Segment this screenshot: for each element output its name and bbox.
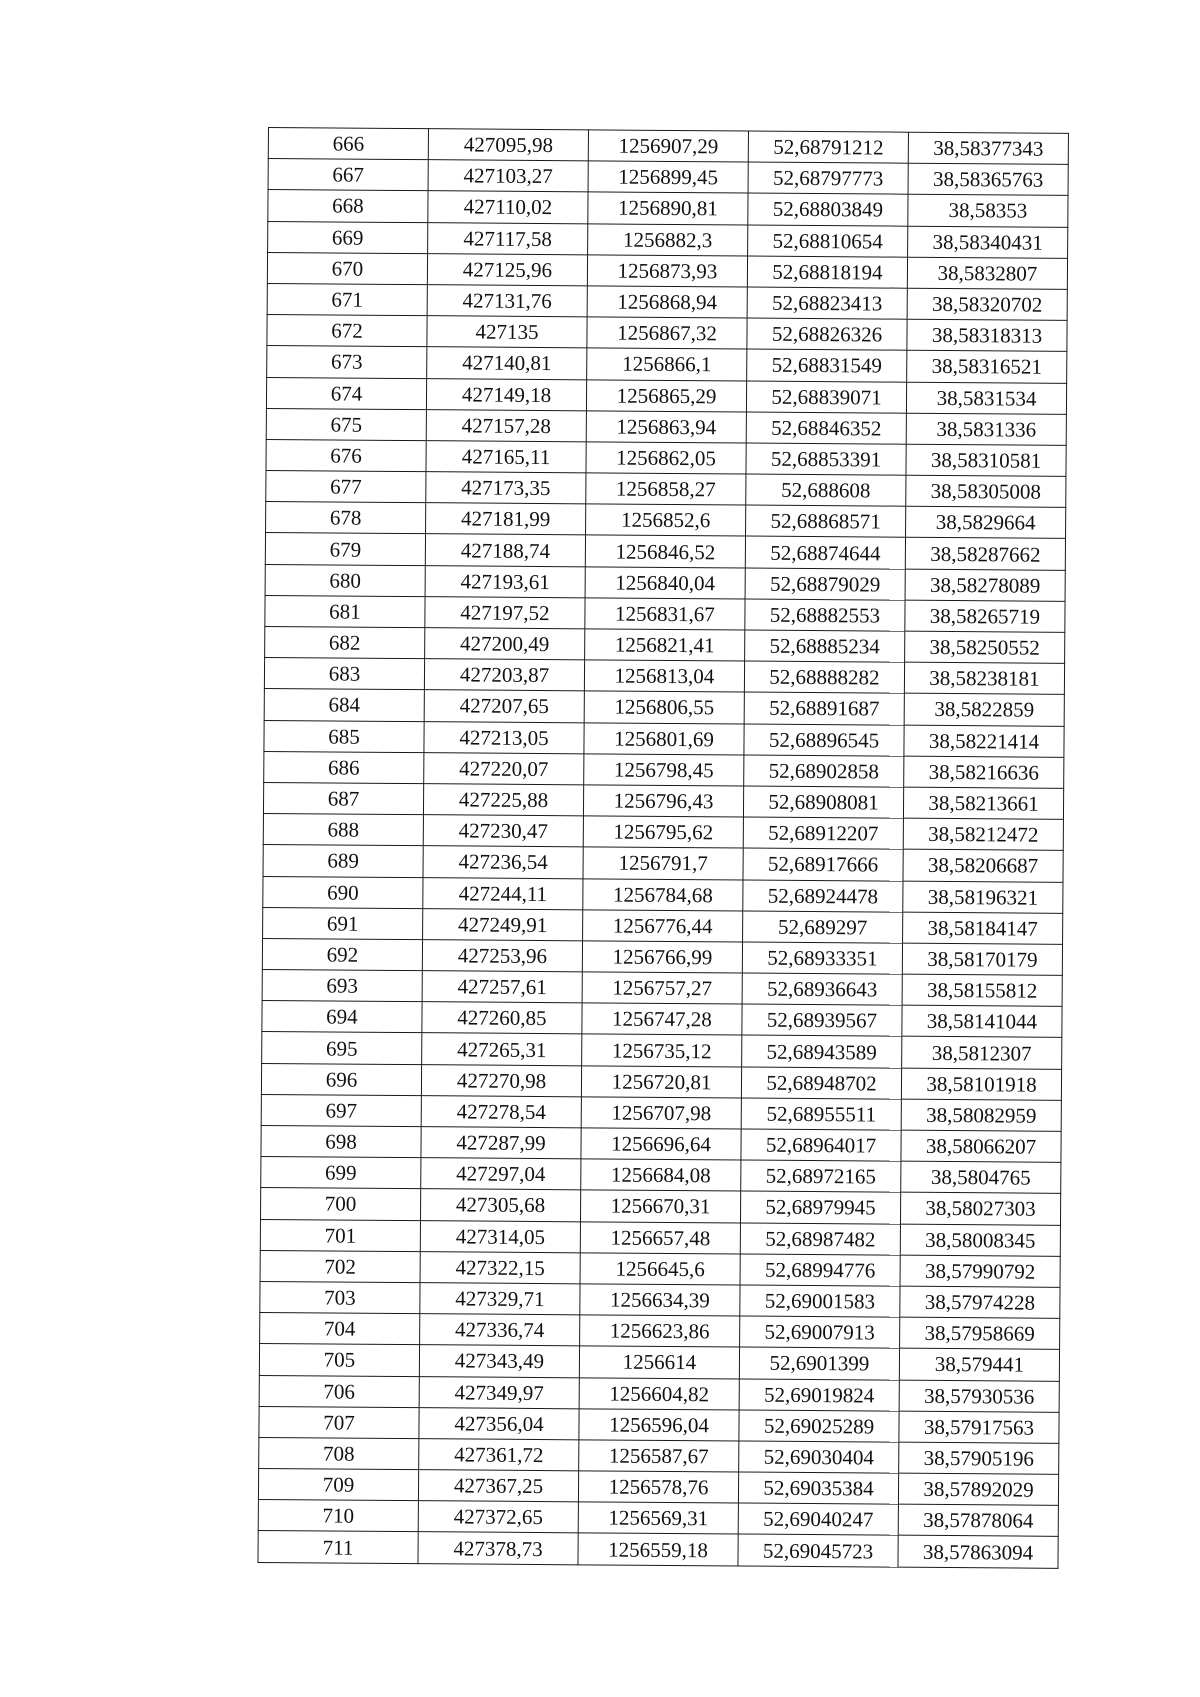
longitude-cell: 38,57990792: [900, 1255, 1060, 1287]
y-coordinate-cell: 1256776,44: [583, 910, 743, 942]
point-number-cell: 666: [268, 128, 428, 160]
x-coordinate-cell: 427278,54: [421, 1095, 581, 1127]
x-coordinate-cell: 427197,52: [425, 596, 585, 628]
longitude-cell: 38,57878064: [898, 1504, 1058, 1536]
latitude-cell: 52,68826326: [747, 318, 907, 350]
x-coordinate-cell: 427265,31: [422, 1033, 582, 1065]
x-coordinate-cell: 427203,87: [424, 659, 584, 691]
latitude-cell: 52,68933351: [742, 942, 902, 974]
x-coordinate-cell: 427149,18: [426, 378, 586, 410]
y-coordinate-cell: 1256890,81: [588, 192, 748, 224]
latitude-cell: 52,68917666: [743, 848, 903, 880]
point-number-cell: 681: [265, 595, 425, 627]
longitude-cell: 38,58250552: [905, 631, 1065, 663]
longitude-cell: 38,58082959: [901, 1099, 1061, 1131]
x-coordinate-cell: 427260,85: [422, 1002, 582, 1034]
y-coordinate-cell: 1256614: [579, 1346, 739, 1378]
point-number-cell: 695: [262, 1032, 422, 1064]
point-number-cell: 675: [266, 408, 426, 440]
longitude-cell: 38,58305008: [906, 475, 1066, 507]
point-number-cell: 704: [260, 1313, 420, 1345]
y-coordinate-cell: 1256784,68: [583, 878, 743, 910]
point-number-cell: 708: [259, 1437, 419, 1469]
latitude-cell: 52,68948702: [741, 1067, 901, 1099]
y-coordinate-cell: 1256596,04: [579, 1409, 739, 1441]
longitude-cell: 38,58316521: [907, 351, 1067, 383]
longitude-cell: 38,58027303: [900, 1193, 1060, 1225]
y-coordinate-cell: 1256569,31: [578, 1502, 738, 1534]
longitude-cell: 38,57917563: [899, 1411, 1059, 1443]
y-coordinate-cell: 1256865,29: [586, 379, 746, 411]
point-number-cell: 687: [263, 782, 423, 814]
latitude-cell: 52,68791212: [748, 131, 908, 163]
y-coordinate-cell: 1256634,39: [580, 1284, 740, 1316]
longitude-cell: 38,58141044: [902, 1005, 1062, 1037]
y-coordinate-cell: 1256735,12: [582, 1034, 742, 1066]
latitude-cell: 52,69030404: [739, 1441, 899, 1473]
x-coordinate-cell: 427220,07: [424, 752, 584, 784]
longitude-cell: 38,58320702: [907, 288, 1067, 320]
longitude-cell: 38,58008345: [900, 1224, 1060, 1256]
point-number-cell: 696: [261, 1063, 421, 1095]
longitude-cell: 38,58184147: [903, 912, 1063, 944]
latitude-cell: 52,69025289: [739, 1410, 899, 1442]
x-coordinate-cell: 427322,15: [420, 1251, 580, 1283]
x-coordinate-cell: 427165,11: [426, 441, 586, 473]
point-number-cell: 701: [260, 1219, 420, 1251]
y-coordinate-cell: 1256867,32: [587, 317, 747, 349]
latitude-cell: 52,68994776: [740, 1254, 900, 1286]
y-coordinate-cell: 1256868,94: [587, 286, 747, 318]
y-coordinate-cell: 1256846,52: [585, 535, 745, 567]
y-coordinate-cell: 1256766,99: [582, 941, 742, 973]
longitude-cell: 38,58353: [908, 195, 1068, 227]
y-coordinate-cell: 1256813,04: [584, 660, 744, 692]
latitude-cell: 52,68964017: [741, 1129, 901, 1161]
y-coordinate-cell: 1256791,7: [583, 847, 743, 879]
latitude-cell: 52,69040247: [738, 1503, 898, 1535]
longitude-cell: 38,57958669: [900, 1317, 1060, 1349]
y-coordinate-cell: 1256840,04: [585, 566, 745, 598]
latitude-cell: 52,68979945: [740, 1191, 900, 1223]
x-coordinate-cell: 427135: [427, 316, 587, 348]
point-number-cell: 700: [260, 1188, 420, 1220]
x-coordinate-cell: 427200,49: [425, 628, 585, 660]
y-coordinate-cell: 1256645,6: [580, 1253, 740, 1285]
latitude-cell: 52,68987482: [740, 1223, 900, 1255]
latitude-cell: 52,68924478: [743, 880, 903, 912]
latitude-cell: 52,68912207: [743, 817, 903, 849]
longitude-cell: 38,58216636: [904, 756, 1064, 788]
longitude-cell: 38,57930536: [899, 1380, 1059, 1412]
point-number-cell: 698: [261, 1125, 421, 1157]
x-coordinate-cell: 427103,27: [428, 160, 588, 192]
longitude-cell: 38,58066207: [901, 1130, 1061, 1162]
point-number-cell: 683: [264, 658, 424, 690]
latitude-cell: 52,68879029: [745, 568, 905, 600]
point-number-cell: 684: [264, 689, 424, 721]
y-coordinate-cell: 1256707,98: [581, 1097, 741, 1129]
y-coordinate-cell: 1256801,69: [584, 722, 744, 754]
x-coordinate-cell: 427253,96: [422, 940, 582, 972]
x-coordinate-cell: 427117,58: [428, 222, 588, 254]
y-coordinate-cell: 1256907,29: [588, 130, 748, 162]
longitude-cell: 38,58377343: [908, 132, 1068, 164]
y-coordinate-cell: 1256882,3: [588, 223, 748, 255]
coordinates-table-body: [258, 128, 1068, 1568]
y-coordinate-cell: 1256587,67: [579, 1440, 739, 1472]
x-coordinate-cell: 427270,98: [421, 1064, 581, 1096]
longitude-cell: 38,58155812: [902, 974, 1062, 1006]
x-coordinate-cell: 427193,61: [425, 565, 585, 597]
latitude-cell: 52,69007913: [740, 1316, 900, 1348]
point-number-cell: 669: [268, 221, 428, 253]
latitude-cell: 52,69045723: [738, 1534, 898, 1566]
point-number-cell: 697: [261, 1094, 421, 1126]
longitude-cell: 38,58170179: [902, 943, 1062, 975]
latitude-cell: 52,68896545: [744, 724, 904, 756]
y-coordinate-cell: 1256623,86: [580, 1315, 740, 1347]
latitude-cell: 52,68882553: [745, 599, 905, 631]
x-coordinate-cell: 427257,61: [422, 971, 582, 1003]
x-coordinate-cell: 427230,47: [423, 815, 583, 847]
latitude-cell: 52,68810654: [748, 225, 908, 257]
y-coordinate-cell: 1256559,18: [578, 1533, 738, 1565]
point-number-cell: 709: [258, 1469, 418, 1501]
longitude-cell: 38,58206687: [903, 849, 1063, 881]
point-number-cell: 705: [259, 1344, 419, 1376]
y-coordinate-cell: 1256821,41: [585, 629, 745, 661]
x-coordinate-cell: 427343,49: [419, 1345, 579, 1377]
point-number-cell: 706: [259, 1375, 419, 1407]
y-coordinate-cell: 1256747,28: [582, 1003, 742, 1035]
longitude-cell: 38,5831534: [906, 382, 1066, 414]
latitude-cell: 52,68885234: [745, 630, 905, 662]
longitude-cell: 38,57905196: [899, 1442, 1059, 1474]
x-coordinate-cell: 427305,68: [420, 1189, 580, 1221]
latitude-cell: 52,68939567: [742, 1004, 902, 1036]
x-coordinate-cell: 427356,04: [419, 1407, 579, 1439]
x-coordinate-cell: 427329,71: [420, 1283, 580, 1315]
x-coordinate-cell: 427110,02: [428, 191, 588, 223]
x-coordinate-cell: 427207,65: [424, 690, 584, 722]
longitude-cell: 38,58221414: [904, 725, 1064, 757]
x-coordinate-cell: 427140,81: [427, 347, 587, 379]
latitude-cell: 52,68972165: [741, 1160, 901, 1192]
table-row: [258, 1531, 1058, 1568]
point-number-cell: 672: [267, 315, 427, 347]
y-coordinate-cell: 1256852,6: [586, 504, 746, 536]
point-number-cell: 692: [262, 938, 422, 970]
latitude-cell: 52,68831549: [747, 349, 907, 381]
point-number-cell: 690: [263, 876, 423, 908]
longitude-cell: 38,58101918: [901, 1068, 1061, 1100]
longitude-cell: 38,58265719: [905, 600, 1065, 632]
y-coordinate-cell: 1256866,1: [587, 348, 747, 380]
x-coordinate-cell: 427125,96: [427, 253, 587, 285]
latitude-cell: 52,68853391: [746, 443, 906, 475]
latitude-cell: 52,68888282: [744, 661, 904, 693]
y-coordinate-cell: 1256798,45: [584, 754, 744, 786]
latitude-cell: 52,68908081: [743, 786, 903, 818]
longitude-cell: 38,58213661: [903, 787, 1063, 819]
latitude-cell: 52,689297: [743, 911, 903, 943]
point-number-cell: 674: [266, 377, 426, 409]
x-coordinate-cell: 427336,74: [420, 1314, 580, 1346]
longitude-cell: 38,58196321: [903, 881, 1063, 913]
x-coordinate-cell: 427367,25: [418, 1470, 578, 1502]
x-coordinate-cell: 427173,35: [426, 472, 586, 504]
y-coordinate-cell: 1256670,31: [580, 1190, 740, 1222]
x-coordinate-cell: 427372,65: [418, 1501, 578, 1533]
y-coordinate-cell: 1256796,43: [583, 785, 743, 817]
point-number-cell: 702: [260, 1250, 420, 1282]
latitude-cell: 52,68868571: [746, 505, 906, 537]
longitude-cell: 38,58287662: [905, 538, 1065, 570]
point-number-cell: 694: [262, 1001, 422, 1033]
latitude-cell: 52,68823413: [747, 287, 907, 319]
longitude-cell: 38,5829664: [906, 506, 1066, 538]
point-number-cell: 693: [262, 970, 422, 1002]
x-coordinate-cell: 427349,97: [419, 1376, 579, 1408]
y-coordinate-cell: 1256831,67: [585, 598, 745, 630]
point-number-cell: 680: [265, 564, 425, 596]
point-number-cell: 673: [267, 346, 427, 378]
latitude-cell: 52,69019824: [739, 1378, 899, 1410]
longitude-cell: 38,5822859: [904, 694, 1064, 726]
latitude-cell: 52,68891687: [744, 692, 904, 724]
y-coordinate-cell: 1256578,76: [578, 1471, 738, 1503]
y-coordinate-cell: 1256696,64: [581, 1128, 741, 1160]
latitude-cell: 52,68874644: [745, 536, 905, 568]
x-coordinate-cell: 427249,91: [423, 908, 583, 940]
point-number-cell: 686: [264, 751, 424, 783]
longitude-cell: 38,58212472: [903, 818, 1063, 850]
x-coordinate-cell: 427213,05: [424, 721, 584, 753]
latitude-cell: 52,68818194: [747, 256, 907, 288]
point-number-cell: 710: [258, 1500, 418, 1532]
x-coordinate-cell: 427157,28: [426, 409, 586, 441]
point-number-cell: 671: [267, 283, 427, 315]
latitude-cell: 52,68955511: [741, 1098, 901, 1130]
y-coordinate-cell: 1256684,08: [581, 1159, 741, 1191]
y-coordinate-cell: 1256873,93: [587, 255, 747, 287]
y-coordinate-cell: 1256806,55: [584, 691, 744, 723]
latitude-cell: 52,68936643: [742, 973, 902, 1005]
latitude-cell: 52,68797773: [748, 162, 908, 194]
latitude-cell: 52,688608: [746, 474, 906, 506]
point-number-cell: 670: [267, 252, 427, 284]
y-coordinate-cell: 1256863,94: [586, 411, 746, 443]
point-number-cell: 691: [263, 907, 423, 939]
longitude-cell: 38,5831336: [906, 413, 1066, 445]
y-coordinate-cell: 1256899,45: [588, 161, 748, 193]
x-coordinate-cell: 427181,99: [426, 503, 586, 535]
point-number-cell: 688: [263, 814, 423, 846]
y-coordinate-cell: 1256858,27: [586, 473, 746, 505]
y-coordinate-cell: 1256604,82: [579, 1377, 739, 1409]
latitude-cell: 52,69035384: [738, 1472, 898, 1504]
longitude-cell: 38,57892029: [898, 1473, 1058, 1505]
point-number-cell: 677: [266, 471, 426, 503]
point-number-cell: 667: [268, 159, 428, 191]
x-coordinate-cell: 427244,11: [423, 877, 583, 909]
point-number-cell: 668: [268, 190, 428, 222]
point-number-cell: 682: [265, 626, 425, 658]
latitude-cell: 52,68846352: [746, 412, 906, 444]
y-coordinate-cell: 1256657,48: [580, 1221, 740, 1253]
point-number-cell: 711: [258, 1531, 418, 1563]
y-coordinate-cell: 1256720,81: [581, 1065, 741, 1097]
y-coordinate-cell: 1256795,62: [583, 816, 743, 848]
point-number-cell: 679: [265, 533, 425, 565]
x-coordinate-cell: 427188,74: [425, 534, 585, 566]
x-coordinate-cell: 427287,99: [421, 1127, 581, 1159]
longitude-cell: 38,58278089: [905, 569, 1065, 601]
latitude-cell: 52,68943589: [742, 1035, 902, 1067]
x-coordinate-cell: 427236,54: [423, 846, 583, 878]
x-coordinate-cell: 427225,88: [423, 784, 583, 816]
point-number-cell: 689: [263, 845, 423, 877]
y-coordinate-cell: 1256757,27: [582, 972, 742, 1004]
longitude-cell: 38,58340431: [908, 226, 1068, 258]
latitude-cell: 52,6901399: [739, 1347, 899, 1379]
longitude-cell: 38,57974228: [900, 1286, 1060, 1318]
point-number-cell: 676: [266, 439, 426, 471]
x-coordinate-cell: 427314,05: [420, 1220, 580, 1252]
latitude-cell: 52,68902858: [744, 755, 904, 787]
longitude-cell: 38,58238181: [904, 662, 1064, 694]
point-number-cell: 678: [266, 502, 426, 534]
longitude-cell: 38,5804765: [901, 1161, 1061, 1193]
coordinates-table: [257, 127, 1069, 1568]
longitude-cell: 38,5812307: [902, 1037, 1062, 1069]
longitude-cell: 38,58310581: [906, 444, 1066, 476]
longitude-cell: 38,58365763: [908, 163, 1068, 195]
point-number-cell: 707: [259, 1406, 419, 1438]
x-coordinate-cell: 427095,98: [428, 129, 588, 161]
y-coordinate-cell: 1256862,05: [586, 442, 746, 474]
longitude-cell: 38,58318313: [907, 319, 1067, 351]
longitude-cell: 38,5832807: [907, 257, 1067, 289]
latitude-cell: 52,68839071: [746, 381, 906, 413]
x-coordinate-cell: 427297,04: [421, 1158, 581, 1190]
x-coordinate-cell: 427361,72: [419, 1439, 579, 1471]
longitude-cell: 38,579441: [899, 1348, 1059, 1380]
x-coordinate-cell: 427378,73: [418, 1532, 578, 1564]
point-number-cell: 699: [261, 1157, 421, 1189]
latitude-cell: 52,69001583: [740, 1285, 900, 1317]
latitude-cell: 52,68803849: [748, 193, 908, 225]
x-coordinate-cell: 427131,76: [427, 285, 587, 317]
longitude-cell: 38,57863094: [898, 1536, 1058, 1568]
point-number-cell: 685: [264, 720, 424, 752]
point-number-cell: 703: [260, 1281, 420, 1313]
